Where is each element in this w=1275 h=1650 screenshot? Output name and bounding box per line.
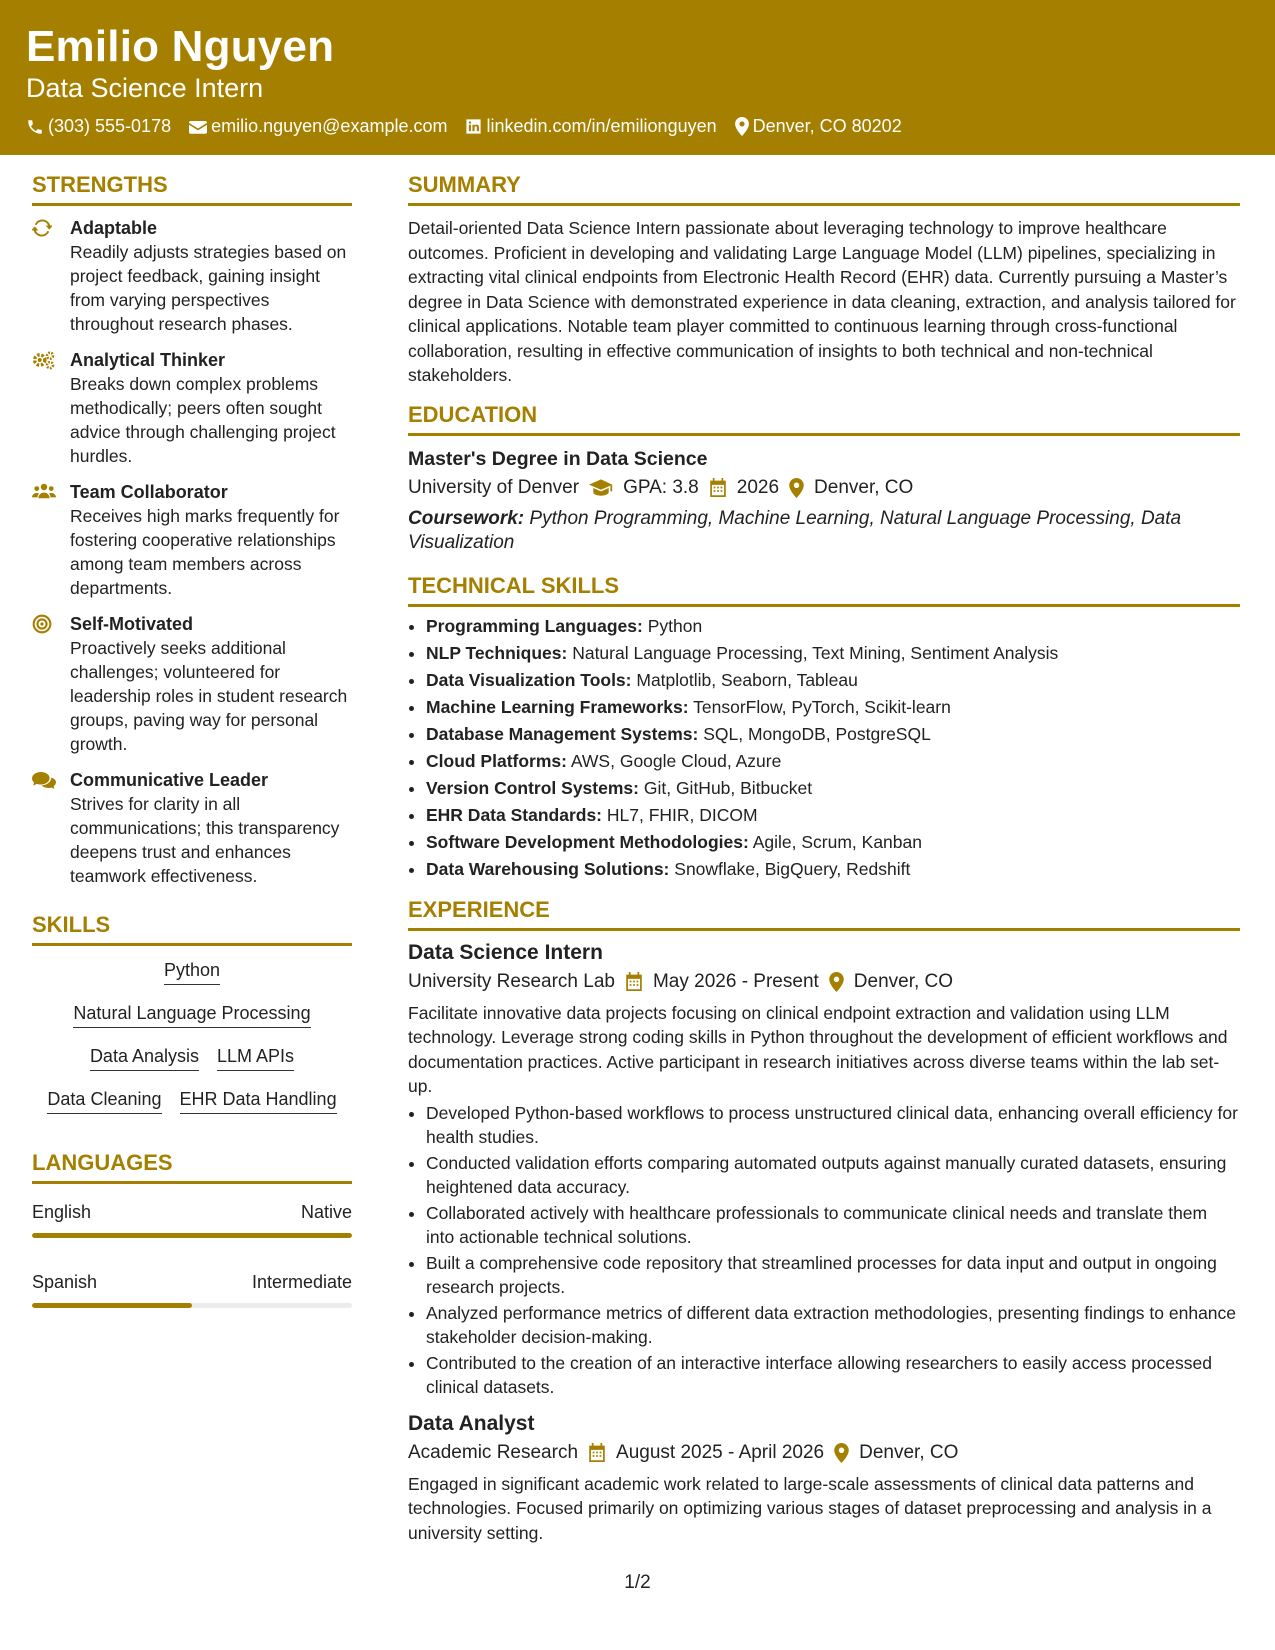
contact-location bbox=[735, 116, 902, 137]
job-org: University Research Lab bbox=[408, 970, 615, 992]
calendar-icon bbox=[588, 1443, 606, 1462]
calendar-icon bbox=[709, 478, 727, 497]
graduation-cap-icon bbox=[589, 479, 613, 497]
skill-values: Matplotlib, Seaborn, Tableau bbox=[636, 669, 858, 690]
phone-icon bbox=[26, 118, 44, 136]
list-item bbox=[426, 640, 1240, 667]
list-item bbox=[426, 775, 1240, 802]
list-item bbox=[426, 694, 1240, 721]
skill-category: Machine Learning Frameworks: bbox=[426, 696, 689, 717]
gears-icon bbox=[32, 350, 56, 370]
candidate-name: Emilio Nguyen bbox=[26, 22, 335, 71]
job-dates: May 2026 - Present bbox=[652, 970, 819, 992]
email-text: emilio.nguyen@example.com bbox=[211, 116, 448, 136]
education-meta bbox=[408, 477, 1240, 499]
strength-desc: Strives for clarity in all communications; this transparency deepens trust and enhances teamwork effectiveness. bbox=[70, 794, 340, 886]
list-item bbox=[426, 856, 1240, 883]
proficiency-bar bbox=[32, 1233, 352, 1238]
job-org: Academic Research bbox=[408, 1441, 579, 1463]
languages-heading: LANGUAGES bbox=[32, 1150, 352, 1184]
skill-category: Cloud Platforms: bbox=[426, 750, 567, 771]
strength-desc: Receives high marks frequently for fostering cooperative relationships among team members across departments. bbox=[70, 506, 340, 598]
skill-category: NLP Techniques: bbox=[426, 642, 568, 663]
skill-category: EHR Data Standards: bbox=[426, 804, 603, 825]
linkedin-icon bbox=[465, 118, 482, 135]
strength-item bbox=[32, 768, 352, 888]
skill-values: Python bbox=[647, 615, 703, 636]
envelope-icon bbox=[189, 119, 207, 135]
strength-title: Analytical Thinker bbox=[70, 350, 226, 370]
job-description: Engaged in significant academic work related to large-scale assessments of clinical data patterns and technologies. Focused primarily on optimizing various stages of dataset preprocessing and analysis in a university setting. bbox=[408, 1473, 1212, 1543]
coursework-label: Coursework: bbox=[408, 507, 525, 529]
list-item: • Analyzed performance metrics of different data extraction methodologies, presenting findings to enhance stakeholder decision-making. bbox=[426, 1301, 1240, 1350]
skill-tag: EHR Data Handling bbox=[180, 1089, 337, 1114]
target-icon bbox=[32, 614, 52, 634]
skill-tag: Data Cleaning bbox=[47, 1089, 161, 1114]
language-level: Intermediate bbox=[251, 1272, 352, 1292]
strength-item bbox=[32, 612, 352, 756]
list-item bbox=[426, 667, 1240, 694]
left-column bbox=[32, 172, 352, 1328]
calendar-icon bbox=[625, 972, 643, 991]
page-number: 1/2 bbox=[624, 1572, 651, 1593]
job-location: Denver, CO bbox=[853, 970, 954, 992]
strength-item bbox=[32, 480, 352, 600]
language-name: Spanish bbox=[32, 1272, 98, 1292]
job-description: Facilitate innovative data projects focusing on clinical endpoint extraction and validation using LLM technology. Leverage strong coding skills in Python throughout the development of efficient workflows and documentation practices. Active participant in research initiatives across diverse teams within the lab set-up. bbox=[408, 1002, 1228, 1096]
users-icon bbox=[32, 482, 56, 500]
experience-item bbox=[408, 941, 1240, 1400]
coursework-list: Python Programming, Machine Learning, Natural Language Processing, Data Visualization bbox=[408, 507, 1182, 553]
language-item bbox=[32, 1202, 352, 1238]
skill-category: Data Warehousing Solutions: bbox=[426, 858, 670, 879]
gpa-text: GPA: 3.8 bbox=[623, 476, 699, 498]
skills-cloud bbox=[32, 960, 352, 1114]
skill-values: HL7, FHIR, DICOM bbox=[606, 804, 758, 825]
list-item bbox=[426, 613, 1240, 640]
skill-tag: LLM APIs bbox=[217, 1046, 294, 1071]
skill-values: Snowflake, BigQuery, Redshift bbox=[674, 858, 911, 879]
list-item: • Developed Python-based workflows to process unstructured clinical data, enhancing overall efficiency for health studies. bbox=[426, 1101, 1240, 1150]
strength-title: Team Collaborator bbox=[70, 482, 228, 502]
language-item bbox=[32, 1272, 352, 1308]
comments-icon bbox=[32, 770, 56, 790]
strength-desc: Breaks down complex problems methodically; peers often sought advice through challenging project hurdles. bbox=[70, 374, 336, 466]
education-heading: EDUCATION bbox=[408, 402, 1240, 436]
technical-skills-list bbox=[408, 613, 1240, 883]
proficiency-fill bbox=[32, 1233, 352, 1238]
contact-email[interactable] bbox=[189, 116, 447, 137]
strength-title: Self-Motivated bbox=[70, 614, 194, 634]
strength-title: Adaptable bbox=[70, 218, 158, 238]
degree-title: Master's Degree in Data Science bbox=[408, 447, 708, 470]
skill-values: Natural Language Processing, Text Mining, Sentiment Analysis bbox=[572, 642, 1059, 663]
job-meta bbox=[408, 1442, 1240, 1464]
school-name: University of Denver bbox=[408, 476, 580, 498]
map-marker-icon bbox=[735, 117, 749, 136]
contact-linkedin[interactable] bbox=[465, 116, 716, 137]
phone-text: (303) 555-0178 bbox=[48, 116, 172, 136]
job-location: Denver, CO bbox=[859, 1441, 959, 1463]
summary-heading: SUMMARY bbox=[408, 172, 1240, 206]
list-item bbox=[426, 748, 1240, 775]
skill-values: AWS, Google Cloud, Azure bbox=[570, 750, 782, 771]
candidate-role: Data Science Intern bbox=[26, 73, 264, 103]
linkedin-text: linkedin.com/in/emilionguyen bbox=[486, 116, 717, 136]
skills-heading: SKILLS bbox=[32, 912, 352, 946]
job-bullets bbox=[408, 1101, 1240, 1400]
contact-phone[interactable] bbox=[26, 116, 171, 137]
skill-values: TensorFlow, PyTorch, Scikit-learn bbox=[693, 696, 951, 717]
sync-icon bbox=[32, 218, 52, 238]
list-item bbox=[426, 829, 1240, 856]
list-item: • Built a comprehensive code repository that streamlined processes for data input and output in ongoing research projects. bbox=[426, 1251, 1240, 1300]
map-marker-icon bbox=[834, 1443, 849, 1463]
coursework bbox=[408, 507, 1240, 555]
job-title: Data Science Intern bbox=[408, 940, 603, 964]
strength-desc: Readily adjusts strategies based on project feedback, gaining insight from varying perspectives throughout research phases. bbox=[70, 242, 347, 334]
resume-header bbox=[0, 0, 1275, 155]
right-column bbox=[408, 172, 1240, 1547]
location-text: Denver, CO 80202 bbox=[752, 116, 902, 136]
list-item bbox=[426, 721, 1240, 748]
skill-category: Database Management Systems: bbox=[426, 723, 699, 744]
experience-item bbox=[408, 1412, 1240, 1546]
strength-item bbox=[32, 348, 352, 468]
technical-skills-heading: TECHNICAL SKILLS bbox=[408, 573, 1240, 607]
map-marker-icon bbox=[789, 478, 804, 498]
list-item: • Conducted validation efforts comparing automated outputs against manually curated datasets, ensuring heightened data accuracy. bbox=[426, 1151, 1240, 1200]
skill-category: Software Development Methodologies: bbox=[426, 831, 749, 852]
skill-values: Agile, Scrum, Kanban bbox=[752, 831, 922, 852]
language-name: English bbox=[32, 1202, 92, 1222]
job-dates: August 2025 - April 2026 bbox=[616, 1441, 825, 1463]
list-item: • Contributed to the creation of an interactive interface allowing researchers to easily access processed clinical datasets. bbox=[426, 1351, 1240, 1400]
strength-item bbox=[32, 216, 352, 336]
proficiency-bar bbox=[32, 1303, 352, 1308]
skill-tag: Data Analysis bbox=[90, 1046, 199, 1071]
job-title: Data Analyst bbox=[408, 1411, 535, 1435]
map-marker-icon bbox=[829, 972, 844, 992]
contact-list bbox=[26, 116, 902, 137]
skill-category: Version Control Systems: bbox=[426, 777, 639, 798]
experience-heading: EXPERIENCE bbox=[408, 897, 1240, 931]
strengths-heading: STRENGTHS bbox=[32, 172, 352, 206]
graduation-year: 2026 bbox=[736, 476, 780, 498]
job-meta bbox=[408, 971, 1240, 993]
strength-desc: Proactively seeks additional challenges; volunteered for leadership roles in student research groups, paving way for personal growth. bbox=[70, 638, 348, 754]
language-level: Native bbox=[300, 1202, 352, 1222]
skill-tag: Python bbox=[164, 960, 220, 985]
summary-text: Detail-oriented Data Science Intern passionate about leveraging technology to improve healthcare outcomes. Proficient in developing and validating Large Language Model (LLM) pipelines, specializing in extracting vital clinical endpoints from Electronic Health Record (EHR) data. Currently pursuing a Master’s degree in Data Science with demonstrated experience in data cleaning, extraction, and analysis tailored for clinical applications. Notable team player committed to continuous learning through cross-functional collaboration, resulting in effective communication of insights to both technical and non-technical stakeholders. bbox=[408, 218, 1236, 385]
skill-category: Data Visualization Tools: bbox=[426, 669, 632, 690]
education-location: Denver, CO bbox=[814, 476, 914, 498]
proficiency-fill bbox=[32, 1303, 192, 1308]
skill-values: SQL, MongoDB, PostgreSQL bbox=[703, 723, 931, 744]
list-item bbox=[426, 802, 1240, 829]
skill-values: Git, GitHub, Bitbucket bbox=[643, 777, 813, 798]
skill-category: Programming Languages: bbox=[426, 615, 643, 636]
list-item: • Collaborated actively with healthcare professionals to communicate clinical needs and translate them into actionable technical solutions. bbox=[426, 1201, 1240, 1250]
skill-tag: Natural Language Processing bbox=[73, 1003, 310, 1028]
strength-title: Communicative Leader bbox=[70, 770, 269, 790]
